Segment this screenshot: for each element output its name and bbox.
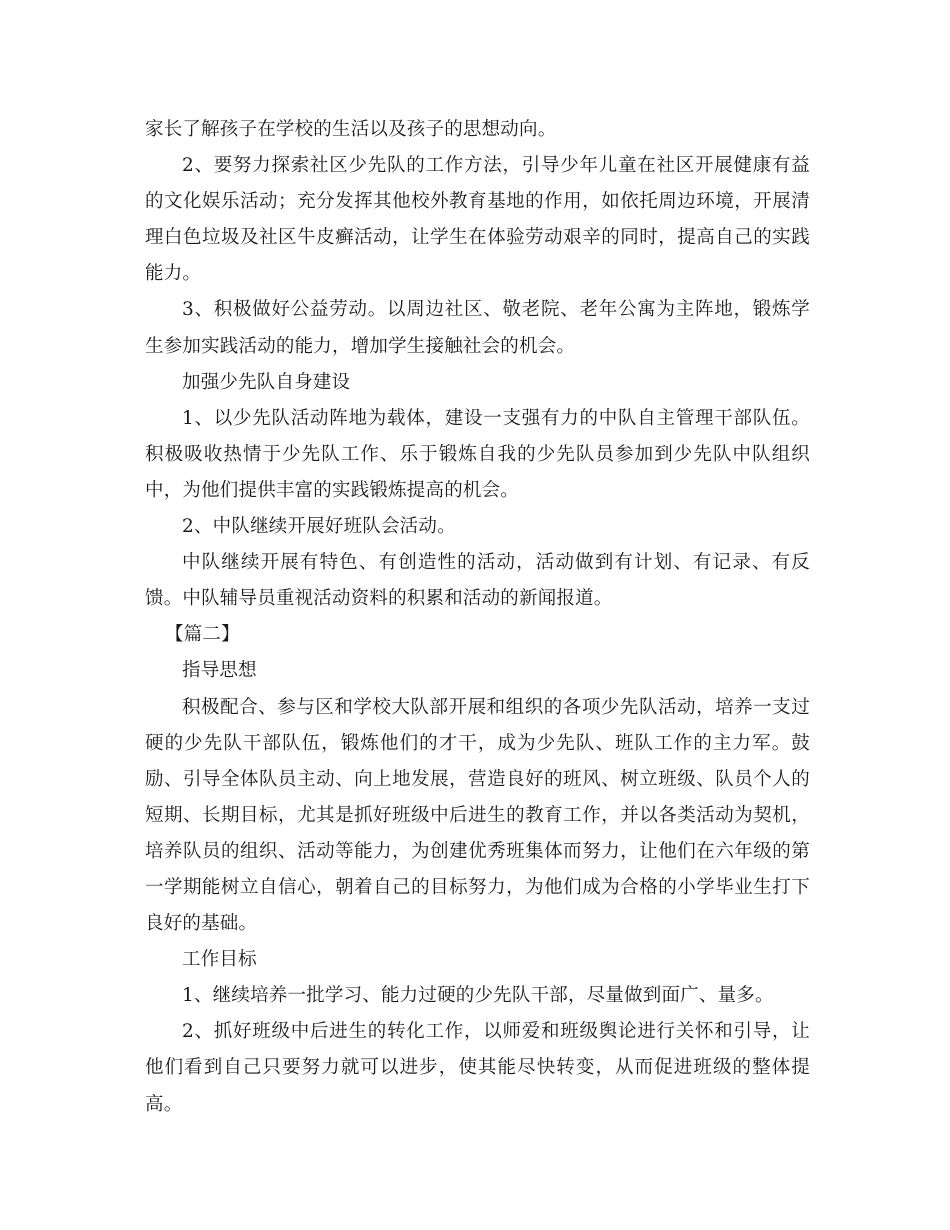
paragraph-goal-two: 2、抓好班级中后进生的转化工作，以师爱和班级舆论进行关怀和引导，让他们看到自己只要努力就可以进步，使其能尽快转变，从而促进班级的整体提高。: [145, 1021, 810, 1115]
paragraph-public-labor: 3、积极做好公益劳动。以周边社区、敬老院、老年公寓为主阵地，锻炼学生参加实践活动的能力，增加学生接触社会的机会。: [145, 299, 810, 357]
document-body: [145, 112, 810, 1123]
paragraph-cadre-team: 1、以少先队活动阵地为载体，建设一支强有力的中队自主管理干部队伍。积极吸收热情于少先队工作、乐于锻炼自我的少先队员参加到少先队中队组织中，为他们提供丰富的实践锻炼提高的机会。: [145, 407, 810, 501]
paragraph-community-methods: 2、要努力探索社区少先队的工作方法，引导少年儿童在社区开展健康有益的文化娱乐活动；充分发挥其他校外教育基地的作用，如依托周边环境，开展清理白色垃圾及社区牛皮癣活动，让学生在体验劳动艰辛的同时，提高自己的实践能力。: [145, 155, 810, 285]
paragraph-featured-activities: 中队继续开展有特色、有创造性的活动，活动做到有计划、有记录、有反馈。中队辅导员重视活动资料的积累和活动的新闻报道。: [145, 552, 810, 610]
paragraph-class-meeting: 2、中队继续开展好班队会活动。: [182, 516, 456, 538]
section-heading-guiding-ideology: 指导思想: [182, 660, 257, 682]
paragraph-continuation: 家长了解孩子在学校的生活以及孩子的思想动向。: [145, 119, 557, 140]
part-heading-two: 【篇二】: [165, 624, 240, 646]
section-heading-work-goals: 工作目标: [182, 949, 257, 971]
paragraph-guiding-ideology: 积极配合、参与区和学校大队部开展和组织的各项少先队活动，培养一支过硬的少先队干部队伍，锻炼他们的才干，成为少先队、班队工作的主力军。鼓励、引导全体队员主动、向上地发展，营造良好的班风、树立班级、队员个人的短期、长期目标，尤其是抓好班级中后进生的教育工作，并以各类活动为契机，培养队员的组织、活动等能力，为创建优秀班集体而努力，让他们在六年级的第一学期能树立自信心，朝着自己的目标努力，为他们成为合格的小学毕业生打下良好的基础。: [145, 696, 810, 935]
paragraph-goal-one: 1、继续培养一批学习、能力过硬的少先队干部，尽量做到面广、量多。: [182, 985, 774, 1007]
section-heading-self-building: 加强少先队自身建设: [182, 371, 351, 393]
